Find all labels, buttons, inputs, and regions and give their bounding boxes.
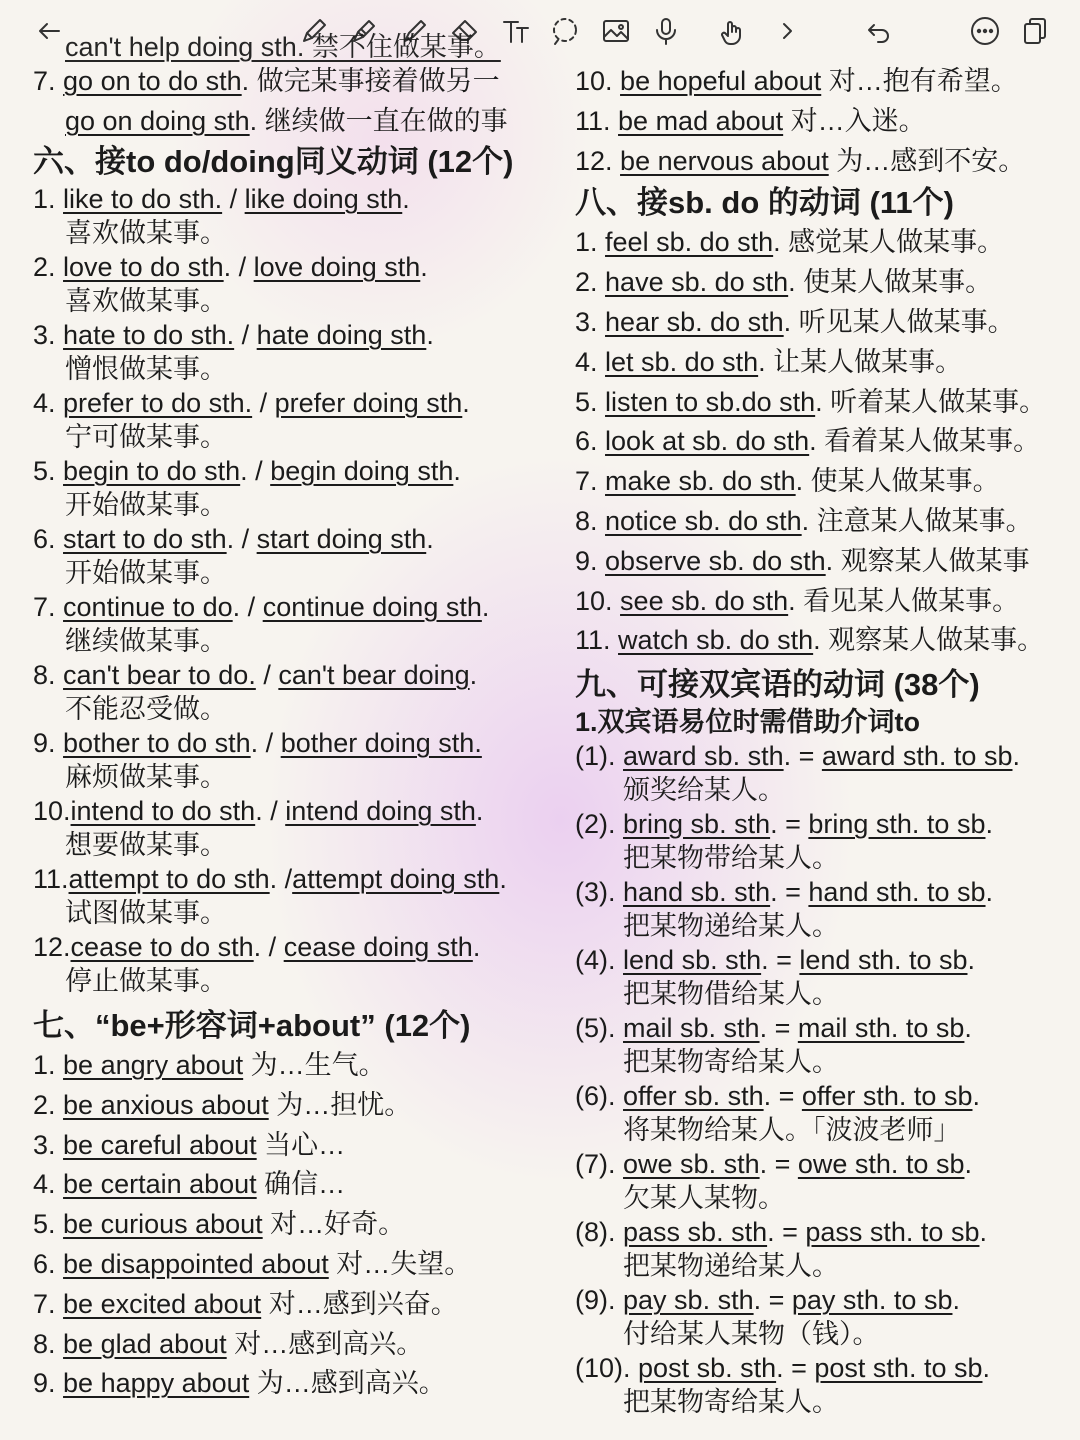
phrase-with-to: offer sth. to sb <box>801 1081 973 1112</box>
phrase-infinitive: prefer to do sth. <box>63 388 253 418</box>
phrase-double-object: hand sb. sth <box>623 877 771 908</box>
equals: . = <box>759 1149 798 1180</box>
phrase-infinitive: like to do sth. <box>63 184 223 214</box>
list-item <box>575 462 1070 502</box>
phrase: see sb. do sth <box>620 585 789 616</box>
phrase-infinitive: hate to do sth. <box>63 320 235 350</box>
list-item <box>33 794 553 828</box>
list-item <box>575 1011 1070 1045</box>
separator: . / <box>253 932 284 962</box>
meaning: 开始做某事。 <box>65 558 227 588</box>
item-number: 3. <box>575 306 606 337</box>
section-heading-9: 九、可接双宾语的动词 (38个) <box>575 667 980 703</box>
meaning: 对…感到兴奋。 <box>261 1288 458 1319</box>
list-item <box>575 1147 1070 1181</box>
equals: . = <box>770 809 809 840</box>
punctuation: . <box>1012 741 1020 772</box>
phrase-infinitive: bother to do sth <box>63 728 251 758</box>
meaning: . 注意某人做某事。 <box>801 505 1033 536</box>
list-item <box>33 862 553 896</box>
item-number: 2. <box>575 267 606 298</box>
meaning: 对…好奇。 <box>262 1209 406 1240</box>
punctuation: . <box>952 1285 960 1316</box>
meaning: . 听着某人做某事。 <box>815 386 1047 417</box>
phrase-gerund: love doing sth <box>253 252 421 282</box>
item-number: (8). <box>575 1217 624 1248</box>
meaning: 不能忍受做。 <box>65 694 227 724</box>
phrase: be angry about <box>63 1050 244 1080</box>
meaning: 把某物寄给某人。 <box>623 1387 839 1418</box>
list-item <box>33 182 553 216</box>
phrase: be anxious about <box>63 1089 269 1120</box>
equals: . = <box>767 1217 806 1248</box>
phrase: be glad about <box>63 1328 227 1359</box>
section-7-list <box>33 1046 553 1404</box>
meaning: 开始做某事。 <box>65 490 227 520</box>
separator: . / <box>269 864 293 894</box>
phrase: have sb. do sth <box>605 267 789 298</box>
phrase-infinitive: love to do sth <box>63 252 224 282</box>
phrase-gerund: prefer doing sth <box>274 388 463 418</box>
item-number: (10). <box>575 1353 639 1384</box>
item-number: 3. <box>33 320 64 350</box>
phrase-double-object: pay sb. sth <box>623 1285 754 1316</box>
meaning: 确信… <box>256 1169 346 1200</box>
left-column <box>33 32 553 1404</box>
item-number: (7). <box>575 1149 624 1180</box>
item-number: (6). <box>575 1081 624 1112</box>
phrase: observe sb. do sth <box>605 545 826 576</box>
punctuation: . <box>985 877 994 908</box>
punctuation: . <box>426 524 434 554</box>
item-number: 12. <box>575 145 621 176</box>
punctuation: . <box>462 388 470 418</box>
item-number: 4. <box>575 346 606 377</box>
meaning: 将某物给某人。「波波老师」 <box>623 1115 961 1146</box>
cutoff-line <box>33 30 553 64</box>
phrase: listen to sb.do sth <box>605 386 816 417</box>
meaning: . 使某人做某事。 <box>795 466 1000 497</box>
phrase-with-to: award sth. to sb <box>821 741 1013 772</box>
punctuation: . <box>472 932 481 962</box>
phrase-double-object: lend sb. sth <box>623 945 762 976</box>
phrase: be disappointed about <box>63 1248 329 1279</box>
item-number: 1. <box>575 227 606 258</box>
phrase: be nervous about <box>620 145 829 176</box>
punctuation: . <box>469 660 478 690</box>
phrase-infinitive: can't bear to do. <box>63 660 256 690</box>
punctuation: . <box>402 184 410 214</box>
section-heading-8: 八、接sb. do 的动词 (11个) <box>575 185 954 221</box>
phrase: be hopeful about <box>620 66 822 96</box>
phrase-infinitive: cease to do sth <box>70 932 254 962</box>
item-number: 10. <box>575 585 621 616</box>
phrase-with-to: post sth. to sb <box>814 1353 983 1384</box>
meaning: 为…感到高兴。 <box>249 1368 446 1399</box>
list-item <box>575 223 1070 263</box>
more-icon[interactable] <box>966 12 1004 50</box>
equals: . = <box>753 1285 792 1316</box>
item-number: (5). <box>575 1013 624 1044</box>
section-6-list <box>33 182 553 998</box>
item-number: 9. <box>33 728 64 758</box>
item-number: 10. <box>33 796 71 826</box>
list-item <box>575 943 1070 977</box>
equals: . = <box>776 1353 815 1384</box>
meaning: 颁奖给某人。 <box>623 775 785 806</box>
phrase-infinitive: begin to do sth <box>63 456 241 486</box>
phrase-gerund: intend doing sth <box>285 796 476 826</box>
phrase: feel sb. do sth <box>605 227 774 258</box>
meaning: 对…抱有希望。 <box>821 66 1018 96</box>
phrase-with-to: lend sth. to sb <box>799 945 968 976</box>
phrase: notice sb. do sth <box>605 505 802 536</box>
list-item <box>575 582 1070 622</box>
item-number: 11. <box>33 864 69 894</box>
list-item <box>33 1364 553 1404</box>
meaning: . 观察某人做某事 <box>825 545 1030 576</box>
meaning: 为…感到不安。 <box>828 145 1026 176</box>
list-item <box>33 930 553 964</box>
list-item <box>33 522 553 556</box>
list-item <box>33 1086 553 1126</box>
list-item <box>33 318 553 352</box>
meaning: 把某物寄给某人。 <box>623 1047 839 1078</box>
punctuation: . <box>481 592 490 622</box>
punctuation: . <box>420 252 428 282</box>
list-item <box>575 383 1070 423</box>
chevron-right-icon[interactable] <box>768 12 806 50</box>
phrase-with-to: bring sth. to sb <box>808 809 986 840</box>
section-heading-7: 七、“be+形容词+about” (12个) <box>33 1008 471 1043</box>
phrase: be careful about <box>63 1129 257 1160</box>
phrase-double-object: mail sb. sth <box>623 1013 760 1044</box>
item-number: 7. <box>33 66 64 96</box>
phrase: be curious about <box>63 1209 263 1240</box>
phrase-with-to: pass sth. to sb <box>805 1217 980 1248</box>
meaning: 试图做某事。 <box>65 898 227 928</box>
list-item <box>33 1046 553 1086</box>
item-number: (3). <box>575 877 624 908</box>
meaning: . 使某人做某事。 <box>788 267 993 298</box>
phrase: go on doing sth <box>65 106 250 136</box>
list-item <box>33 386 553 420</box>
separator: / <box>222 184 245 214</box>
phrase-double-object: award sb. sth <box>623 741 784 772</box>
meaning: 把某物带给某人。 <box>623 843 839 874</box>
item-number: 5. <box>575 386 606 417</box>
list-item <box>575 1079 1070 1113</box>
right-column <box>575 62 1070 1419</box>
punctuation: . <box>426 320 434 350</box>
meaning: 继续做某事。 <box>65 626 227 656</box>
meaning: 想要做某事。 <box>65 830 227 860</box>
separator: . / <box>223 252 254 282</box>
meaning: 麻烦做某事。 <box>65 762 227 792</box>
item-number: 8. <box>575 505 606 536</box>
phrase-double-object: owe sb. sth <box>623 1149 760 1180</box>
meaning: . 观察某人做某事。 <box>813 625 1045 656</box>
list-item <box>575 542 1070 582</box>
equals: . = <box>770 877 809 908</box>
cutoff-text: can't help doing sth. 禁不住做某事。 <box>65 32 501 62</box>
equals: . = <box>759 1013 798 1044</box>
meaning: 付给某人某物（钱）。 <box>623 1319 880 1350</box>
list-item <box>575 343 1070 383</box>
phrase-infinitive: intend to do sth <box>70 796 256 826</box>
phrase: go on to do sth <box>63 66 242 96</box>
section-9-subheading: 1.双宾语易位时需借助介词to <box>575 707 921 738</box>
meaning: 欠某人某物。 <box>623 1183 785 1214</box>
phrase-gerund: like doing sth <box>244 184 403 214</box>
list-item <box>33 1285 553 1325</box>
undo-icon[interactable] <box>860 12 898 50</box>
item-number: 4. <box>33 388 64 418</box>
equals: . = <box>783 741 822 772</box>
microphone-icon[interactable] <box>647 12 685 50</box>
section-7-list-cont <box>575 62 1070 181</box>
phrase-gerund: continue doing sth <box>262 592 482 622</box>
list-item <box>33 64 553 98</box>
phrase-with-to: hand sth. to sb <box>808 877 986 908</box>
list-item <box>33 1165 553 1205</box>
meaning: . 让某人做某事。 <box>758 346 963 377</box>
phrase-with-to: pay sth. to sb <box>791 1285 953 1316</box>
phrase: hear sb. do sth <box>605 306 784 337</box>
punctuation: . <box>979 1217 987 1248</box>
phrase-infinitive: start to do sth <box>63 524 227 554</box>
list-item <box>575 1351 1070 1385</box>
meaning: 对…入迷。 <box>783 105 926 136</box>
meaning: 宁可做某事。 <box>65 422 227 452</box>
pages-icon[interactable] <box>1016 12 1054 50</box>
item-number: 11. <box>575 625 619 656</box>
meaning: 对…感到高兴。 <box>226 1328 424 1359</box>
punctuation: . <box>475 796 484 826</box>
list-item <box>33 590 553 624</box>
separator: . / <box>240 456 271 486</box>
item-number: 5. <box>33 1209 64 1240</box>
separator: / <box>234 320 257 350</box>
section-8-list <box>575 223 1070 661</box>
meaning: . 听见某人做某事。 <box>783 306 1015 337</box>
item-number: 1. <box>33 184 64 214</box>
meaning: 为…生气。 <box>243 1050 386 1080</box>
separator: . / <box>226 524 257 554</box>
item-number: 1. <box>33 1050 64 1080</box>
phrase: be excited about <box>63 1288 262 1319</box>
phrase-double-object: offer sb. sth <box>623 1081 764 1112</box>
meaning: . 继续做一直在做的事 <box>249 106 508 136</box>
item-number: 2. <box>33 1089 64 1120</box>
meaning: 喜欢做某事。 <box>65 218 227 248</box>
phrase-gerund: can't bear doing <box>278 660 470 690</box>
phrase-with-to: mail sth. to sb <box>797 1013 965 1044</box>
punctuation: . <box>964 1013 972 1044</box>
meaning: . 看着某人做某事。 <box>809 426 1041 457</box>
phrase-gerund: begin doing sth <box>270 456 454 486</box>
phrase-gerund: attempt doing sth <box>292 864 500 894</box>
phrase-double-object: bring sb. sth <box>623 809 771 840</box>
list-item <box>33 658 553 692</box>
list-item <box>575 1283 1070 1317</box>
section-9-list <box>575 739 1070 1419</box>
meaning: 喜欢做某事。 <box>65 286 227 316</box>
phrase: be mad about <box>618 105 784 136</box>
phrase: be certain about <box>63 1169 257 1200</box>
list-item <box>33 1205 553 1245</box>
meaning: 停止做某事。 <box>65 966 227 996</box>
meaning: 把某物借给某人。 <box>623 979 839 1010</box>
separator: / <box>255 660 279 690</box>
meaning: 对…失望。 <box>328 1248 472 1279</box>
meaning: 憎恨做某事。 <box>65 354 227 384</box>
list-item <box>575 263 1070 303</box>
section-heading-6: 六、接to do/doing同义动词 (12个) <box>33 144 514 179</box>
phrase-gerund: bother doing sth. <box>280 728 482 758</box>
list-item <box>575 621 1070 661</box>
list-item <box>575 807 1070 841</box>
separator: / <box>252 388 275 418</box>
phrase-gerund: hate doing sth <box>256 320 427 350</box>
phrase: make sb. do sth <box>605 466 796 497</box>
list-item <box>33 726 553 760</box>
separator: . / <box>250 728 281 758</box>
item-number: 7. <box>33 592 64 622</box>
meaning: . 做完某事接着做另一 <box>241 66 500 96</box>
phrase-double-object: pass sb. sth <box>623 1217 768 1248</box>
phrase-with-to: owe sth. to sb <box>797 1149 965 1180</box>
list-item-cont <box>33 104 553 138</box>
list-item <box>33 1126 553 1166</box>
punctuation: . <box>985 809 993 840</box>
item-number: 10. <box>575 66 621 96</box>
list-item <box>575 62 1070 102</box>
meaning: 为…担忧。 <box>268 1089 412 1120</box>
list-item <box>575 1215 1070 1249</box>
image-icon[interactable] <box>597 12 635 50</box>
meaning: . 看见某人做某事。 <box>788 585 1020 616</box>
phrase: let sb. do sth <box>605 346 759 377</box>
phrase-gerund: cease doing sth <box>283 932 473 962</box>
phrase: watch sb. do sth <box>618 625 814 656</box>
list-item <box>33 1325 553 1365</box>
list-item <box>575 875 1070 909</box>
meaning: 当心… <box>256 1129 346 1160</box>
item-number: 4. <box>33 1169 64 1200</box>
phrase-double-object: post sb. sth <box>638 1353 777 1384</box>
item-number: (1). <box>575 741 624 772</box>
item-number: 11. <box>575 105 619 136</box>
item-number: (2). <box>575 809 624 840</box>
item-number: 8. <box>33 660 64 690</box>
phrase-infinitive: continue to do <box>63 592 233 622</box>
item-number: 2. <box>33 252 64 282</box>
item-number: 3. <box>33 1129 64 1160</box>
punctuation: . <box>967 945 976 976</box>
punctuation: . <box>499 864 507 894</box>
separator: . / <box>255 796 286 826</box>
punctuation: . <box>453 456 461 486</box>
list-item <box>33 1245 553 1285</box>
list-item <box>33 454 553 488</box>
item-number: (4). <box>575 945 624 976</box>
list-item <box>575 303 1070 343</box>
list-item <box>33 250 553 284</box>
phrase: look at sb. do sth <box>605 426 810 457</box>
item-number: 5. <box>33 456 64 486</box>
item-number: 12. <box>33 932 71 962</box>
list-item <box>575 142 1070 182</box>
item-number: (9). <box>575 1285 624 1316</box>
meaning: . 感觉某人做某事。 <box>773 227 1005 258</box>
item-number: 6. <box>33 524 64 554</box>
list-item <box>575 502 1070 542</box>
item-number: 6. <box>575 426 606 457</box>
punctuation: . <box>964 1149 972 1180</box>
meaning: 把某物递给某人。 <box>623 1251 839 1282</box>
punctuation: . <box>972 1081 980 1112</box>
punctuation: . <box>982 1353 990 1384</box>
item-number: 6. <box>33 1248 64 1279</box>
item-number: 7. <box>33 1288 64 1319</box>
item-number: 9. <box>33 1368 64 1399</box>
phrase: be happy about <box>63 1368 250 1399</box>
meaning: 把某物递给某人。 <box>623 911 839 942</box>
item-number: 8. <box>33 1328 64 1359</box>
separator: . / <box>232 592 263 622</box>
list-item <box>575 739 1070 773</box>
equals: . = <box>763 1081 802 1112</box>
phrase-gerund: start doing sth <box>256 524 427 554</box>
item-number: 7. <box>575 466 606 497</box>
equals: . = <box>761 945 800 976</box>
list-item <box>575 422 1070 462</box>
phrase-infinitive: attempt to do sth <box>68 864 270 894</box>
touch-icon[interactable] <box>713 12 751 50</box>
list-item <box>575 102 1070 142</box>
item-number: 9. <box>575 545 606 576</box>
